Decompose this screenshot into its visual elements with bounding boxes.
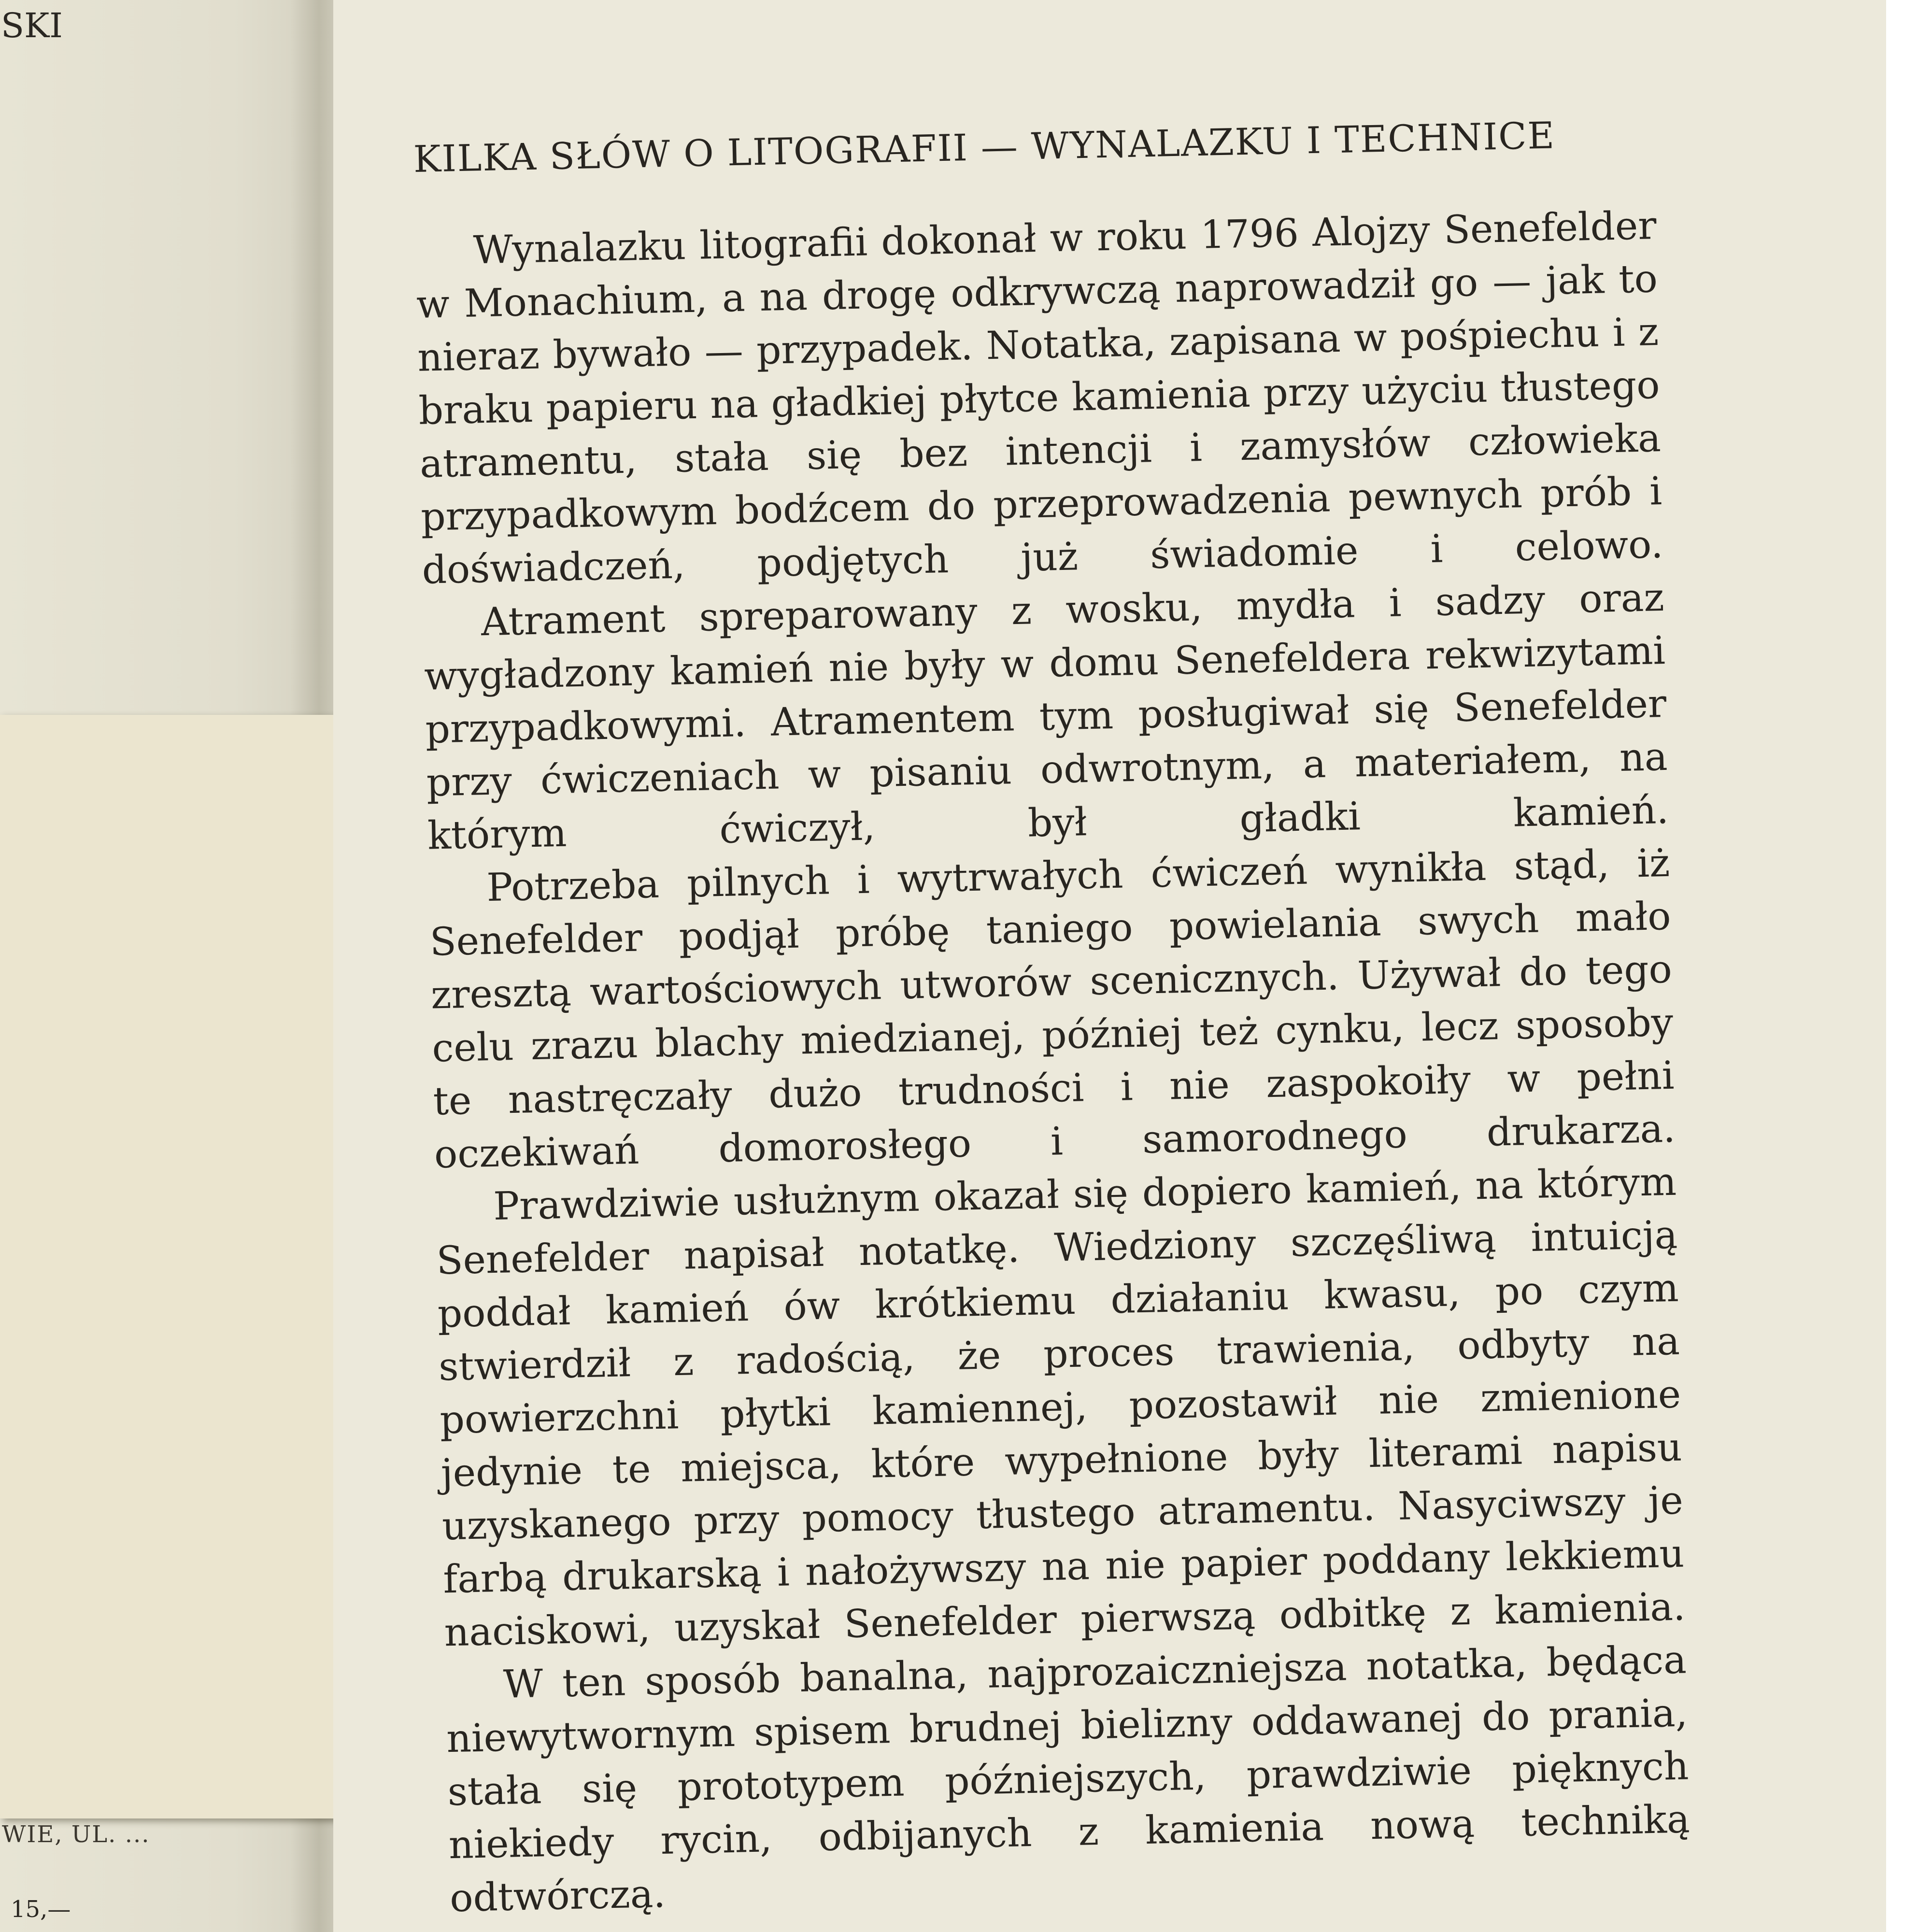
left-page-heading-fragment: SKI	[1, 6, 63, 45]
article-paragraph: Potrzeba pilnych i wytrwałych ćwiczeń wynikła stąd, iż Senefelder podjął próbę taniego powielania swych mało zresztą wartościowych utworów scenicznych. Używał do tego celu zrazu blachy miedzianej, później też cynku, lecz sposoby te nastręczały dużo trudności i nie zaspokoiły w pełni oczekiwań domorosłego i samorodnego drukarza.	[429, 840, 1676, 1177]
inserted-sheet	[0, 715, 374, 1818]
article-title: KILKA SŁÓW O LITOGRAFII — WYNALAZKU I TECHNICE	[413, 114, 1556, 181]
left-page-price: 15,—	[11, 1896, 71, 1923]
article-content	[413, 112, 1691, 1925]
article-paragraph: Prawdziwie usłużnym okazał się dopiero kamień, na którym Senefelder napisał notatkę. Wiedziony szczęśliwą intuicją poddał kamień ów krótkiemu działaniu kwasu, po czym stwierdził z radością, że proces trawienia, odbyty na powierzchni płytki kamiennej, pozostawił nie zmienione jedynie te miejsca, które wypełnione były literami napisu uzyskanego przy pomocy tłustego atramentu. Nasyciwszy je farbą drukarską i nałożywszy na nie papier poddany lekkiemu naciskowi, uzyskał Senefelder pierwszą odbitkę z kamienia.	[436, 1159, 1686, 1655]
article-paragraph: Wynalazku litografii dokonał w roku 1796 Alojzy Senefelder w Monachium, a na drogę odkrywczą naprowadził go — jak to nieraz bywało — przypadek. Notatka, zapisana w pośpiechu i z braku papieru na gładkiej płytce kamienia przy użyciu tłustego atramentu, stała się bez intencji i zamysłów człowieka przypadkowym bodźcem do przeprowadzenia pewnych prób i doświadczeń, podjętych już świadomie i celowo.	[416, 203, 1664, 593]
article-paragraph: Atrament spreparowany z wosku, mydła i sadzy oraz wygładzony kamień nie były w domu Senefeldera rekwizytami przypadkowymi. Atramentem tym posługiwał się Senefelder przy ćwiczeniach w pisaniu odwrotnym, a materiałem, na którym ćwiczył, był gładki kamień.	[424, 574, 1669, 858]
left-page-address-fragment: WIE, UL. ...	[2, 1821, 150, 1848]
article-paragraph: W ten sposób banalna, najprozaiczniejsza notatka, będąca niewytwornym spisem brudnej bielizny oddawanej do prania, stała się prototypem późniejszych, prawdziwie pięknych niekiedy rycin, odbijanych z kamienia nową techniką odtwórczą.	[446, 1637, 1690, 1921]
